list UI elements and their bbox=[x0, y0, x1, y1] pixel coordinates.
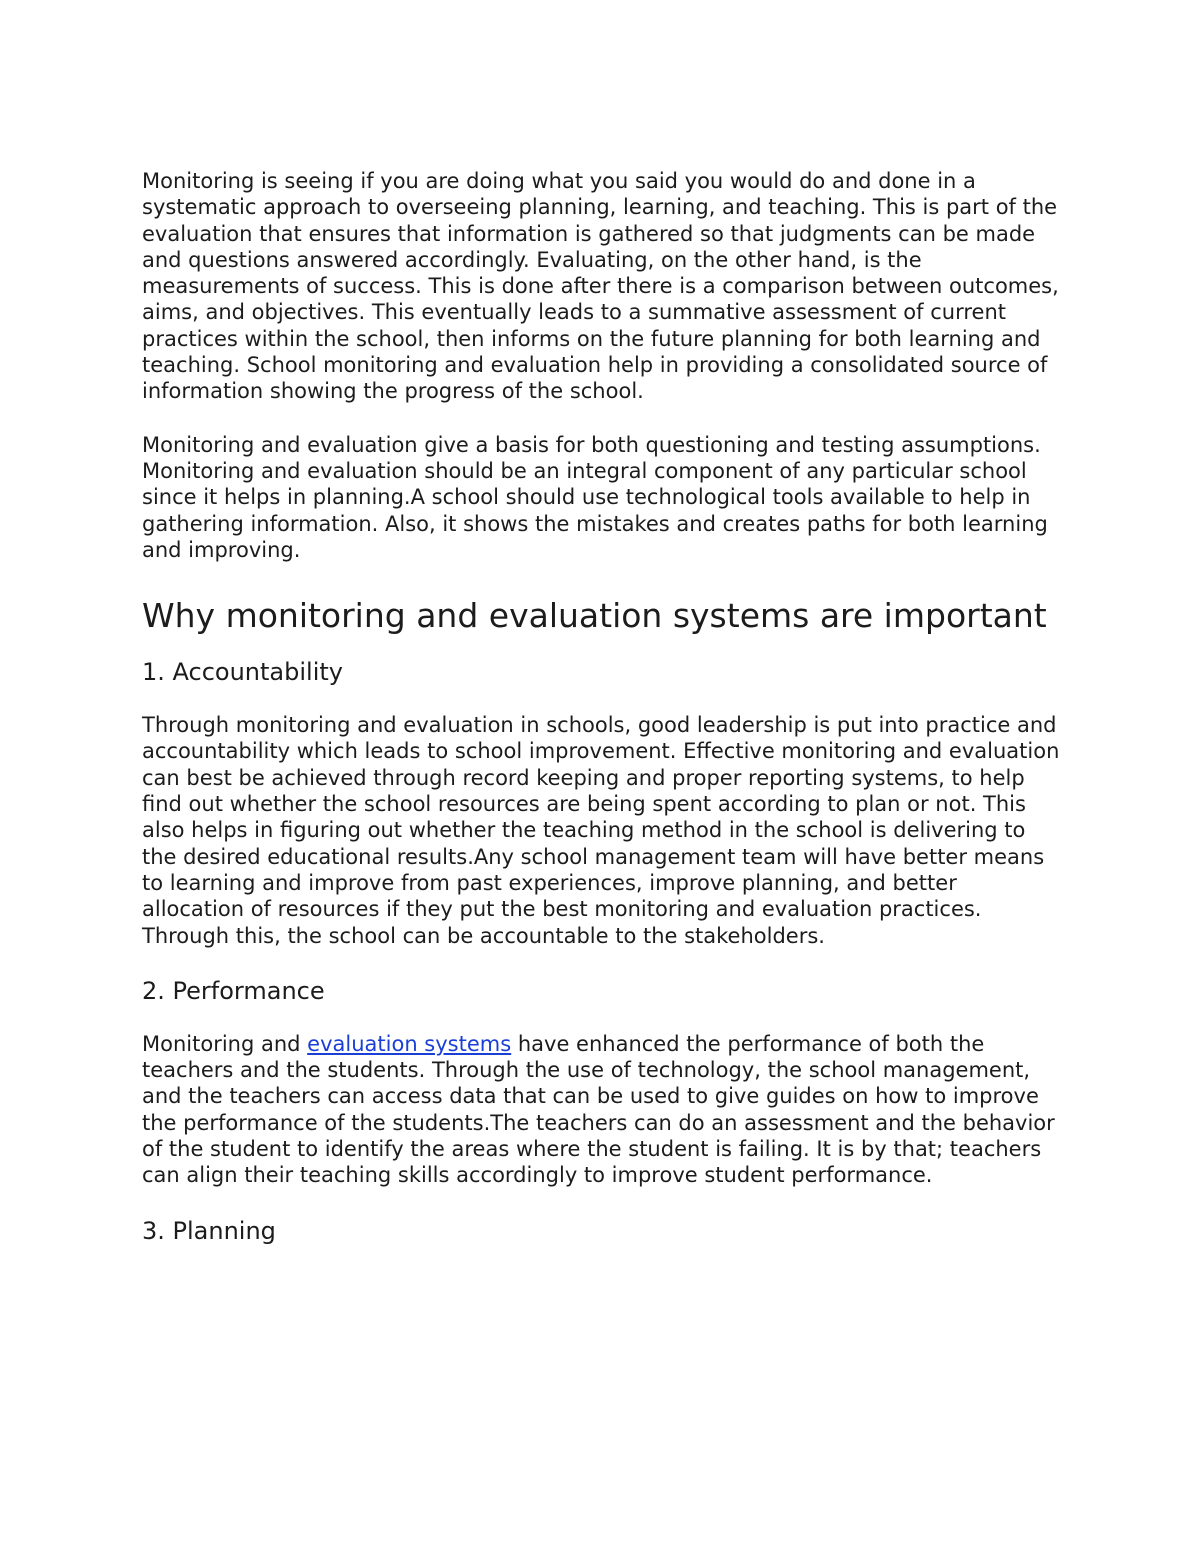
performance-heading: 2. Performance bbox=[142, 976, 325, 1005]
planning-heading: 3. Planning bbox=[142, 1216, 276, 1245]
evaluation-systems-link[interactable]: evaluation systems bbox=[307, 1031, 512, 1056]
intro-paragraph-2: Monitoring and evaluation give a basis for both questioning and testing assumptions. Monitoring and evaluation should be an integral component of any particular school since it helps in planning.A school should use technological tools available to help in gathering information. Also, it shows the mistakes and creates paths for both learning and improving. bbox=[142, 432, 1048, 562]
accountability-heading: 1. Accountability bbox=[142, 658, 343, 687]
performance-text-end: have enhanced the performance of both the teachers and the students. Through the use of technology, the school management, and the teachers can access data that can be used to give guides on how to improve the performance of the students.The teachers can do an assessment and the behavior of the student to identify the areas where the student is failing. It is by that; teachers can align their teaching skills accordingly to improve student performance. bbox=[142, 1031, 1055, 1188]
accountability-paragraph: Through monitoring and evaluation in schools, good leadership is put into practice and accountability which leads to school improvement. Effective monitoring and evaluation can best be achieved through record keeping and proper reporting systems, to help find out whether the school resources are being spent according to plan or not. This also helps in figuring out whether the teaching method in the school is delivering to the desired educational results.Any school management team will have better means to learning and improve from past experiences, improve planning, and better allocation of resources if they put the best monitoring and evaluation practices. Through this, the school can be accountable to the stakeholders. bbox=[142, 713, 1060, 948]
performance-paragraph bbox=[142, 1031, 1062, 1189]
performance-text-start: Monitoring and bbox=[142, 1031, 308, 1056]
document-page bbox=[142, 168, 1062, 1246]
intro-paragraph-1: Monitoring is seeing if you are doing what you said you would do and done in a systematic approach to overseeing planning, learning, and teaching. This is part of the evaluation that ensures that information is gathered so that judgments can be made and questions answered accordingly. Evaluating, on the other hand, is the measurements of success. This is done after there is a comparison between outcomes, aims, and objectives. This eventually leads to a summative assessment of current practices within the school, then informs on the future planning for both learning and teaching. School monitoring and evaluation help in providing a consolidated source of information showing the progress of the school. bbox=[142, 169, 1059, 404]
section-heading: Why monitoring and evaluation systems are important bbox=[142, 596, 1047, 636]
